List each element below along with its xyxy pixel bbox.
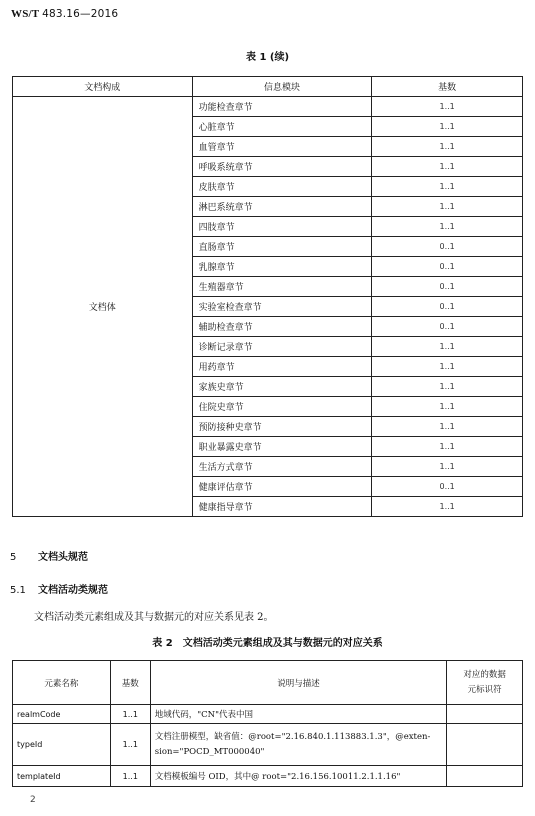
section-5-number: 5 [10, 552, 17, 563]
cardinality-cell: 1..1 [372, 457, 523, 477]
element-description: 文档模板编号 OID，其中@ root="2.16.156.10011.2.1.1.16" [150, 766, 446, 787]
cardinality-cell: 1..1 [372, 397, 523, 417]
cardinality-cell: 1..1 [372, 417, 523, 437]
section-5-1-title: 文档活动类规范 [38, 585, 108, 596]
cardinality-cell: 1..1 [372, 197, 523, 217]
table1-header-row [13, 77, 523, 97]
element-description-line1: 文档注册模型，缺省值：@root="2.16.840.1.113883.1.3"，@exten- [154, 731, 431, 742]
table2-col-identifier-line2: 元标识符 [467, 684, 502, 695]
cardinality-cell: 0..1 [372, 257, 523, 277]
info-module-cell: 生殖器章节 [192, 277, 372, 297]
body-paragraph: 文档活动类元素组成及其与数据元的对应关系见表 2。 [34, 612, 274, 623]
standard-code-number: 483.16—2016 [42, 8, 119, 20]
table-row [13, 705, 523, 724]
cardinality-cell: 1..1 [372, 337, 523, 357]
element-cardinality: 1..1 [110, 766, 150, 787]
element-identifier [447, 724, 523, 766]
info-module-cell: 心脏章节 [192, 117, 372, 137]
info-module-cell: 住院史章节 [192, 397, 372, 417]
element-identifier [447, 705, 523, 724]
info-module-cell: 家族史章节 [192, 377, 372, 397]
info-module-cell: 健康评估章节 [192, 477, 372, 497]
element-description [150, 724, 446, 766]
cardinality-cell: 1..1 [372, 437, 523, 457]
table2-col-identifier [447, 661, 523, 705]
cardinality-cell: 0..1 [372, 317, 523, 337]
cardinality-cell: 1..1 [372, 137, 523, 157]
table1 [12, 76, 523, 517]
table-row [13, 724, 523, 766]
section-5-1-heading [10, 581, 108, 596]
cardinality-cell: 0..1 [372, 277, 523, 297]
table2-col-description: 说明与描述 [150, 661, 446, 705]
cardinality-cell: 1..1 [372, 217, 523, 237]
info-module-cell: 诊断记录章节 [192, 337, 372, 357]
element-name: realmCode [13, 705, 111, 724]
info-module-cell: 呼吸系统章节 [192, 157, 372, 177]
cardinality-cell: 1..1 [372, 497, 523, 517]
standard-code-prefix: WS/T [11, 8, 40, 20]
cardinality-cell: 0..1 [372, 477, 523, 497]
table1-col-composition: 文档构成 [13, 77, 193, 97]
info-module-cell: 生活方式章节 [192, 457, 372, 477]
table2-title: 表 2 文档活动类元素组成及其与数据元的对应关系 [152, 638, 383, 649]
element-cardinality: 1..1 [110, 724, 150, 766]
table2-col-cardinality: 基数 [110, 661, 150, 705]
table1-col-cardinality: 基数 [372, 77, 523, 97]
section-5-1-number: 5.1 [10, 585, 26, 596]
cardinality-cell: 1..1 [372, 117, 523, 137]
table2-col-name: 元素名称 [13, 661, 111, 705]
element-description-line2: sion="POCD_MT000040" [154, 746, 265, 757]
standard-code [11, 8, 118, 20]
info-module-cell: 皮肤章节 [192, 177, 372, 197]
cardinality-cell: 1..1 [372, 177, 523, 197]
element-name: templateId [13, 766, 111, 787]
info-module-cell: 用药章节 [192, 357, 372, 377]
info-module-cell: 淋巴系统章节 [192, 197, 372, 217]
info-module-cell: 预防接种史章节 [192, 417, 372, 437]
section-5-title: 文档头规范 [38, 552, 88, 563]
info-module-cell: 乳腺章节 [192, 257, 372, 277]
info-module-cell: 四肢章节 [192, 217, 372, 237]
cardinality-cell: 1..1 [372, 97, 523, 117]
element-cardinality: 1..1 [110, 705, 150, 724]
cardinality-cell: 1..1 [372, 357, 523, 377]
element-description: 地域代码，"CN"代表中国 [150, 705, 446, 724]
cardinality-cell: 0..1 [372, 297, 523, 317]
info-module-cell: 辅助检查章节 [192, 317, 372, 337]
info-module-cell: 功能检查章节 [192, 97, 372, 117]
table1-body [13, 97, 523, 517]
table2-col-identifier-line1: 对应的数据 [463, 669, 506, 680]
table1-title: 表 1 (续) [245, 52, 290, 63]
cardinality-cell: 1..1 [372, 157, 523, 177]
cardinality-cell: 0..1 [372, 237, 523, 257]
info-module-cell: 实验室检查章节 [192, 297, 372, 317]
info-module-cell: 职业暴露史章节 [192, 437, 372, 457]
section-5-heading [10, 548, 88, 563]
info-module-cell: 健康指导章节 [192, 497, 372, 517]
table1-col-module: 信息模块 [192, 77, 372, 97]
info-module-cell: 血管章节 [192, 137, 372, 157]
element-identifier [447, 766, 523, 787]
table-row [13, 97, 523, 117]
table2-header-row [13, 661, 523, 705]
page-number: 2 [30, 795, 36, 805]
element-name: typeId [13, 724, 111, 766]
table2 [12, 660, 523, 787]
composition-group-cell: 文档体 [13, 97, 193, 517]
cardinality-cell: 1..1 [372, 377, 523, 397]
info-module-cell: 直肠章节 [192, 237, 372, 257]
table-row [13, 766, 523, 787]
